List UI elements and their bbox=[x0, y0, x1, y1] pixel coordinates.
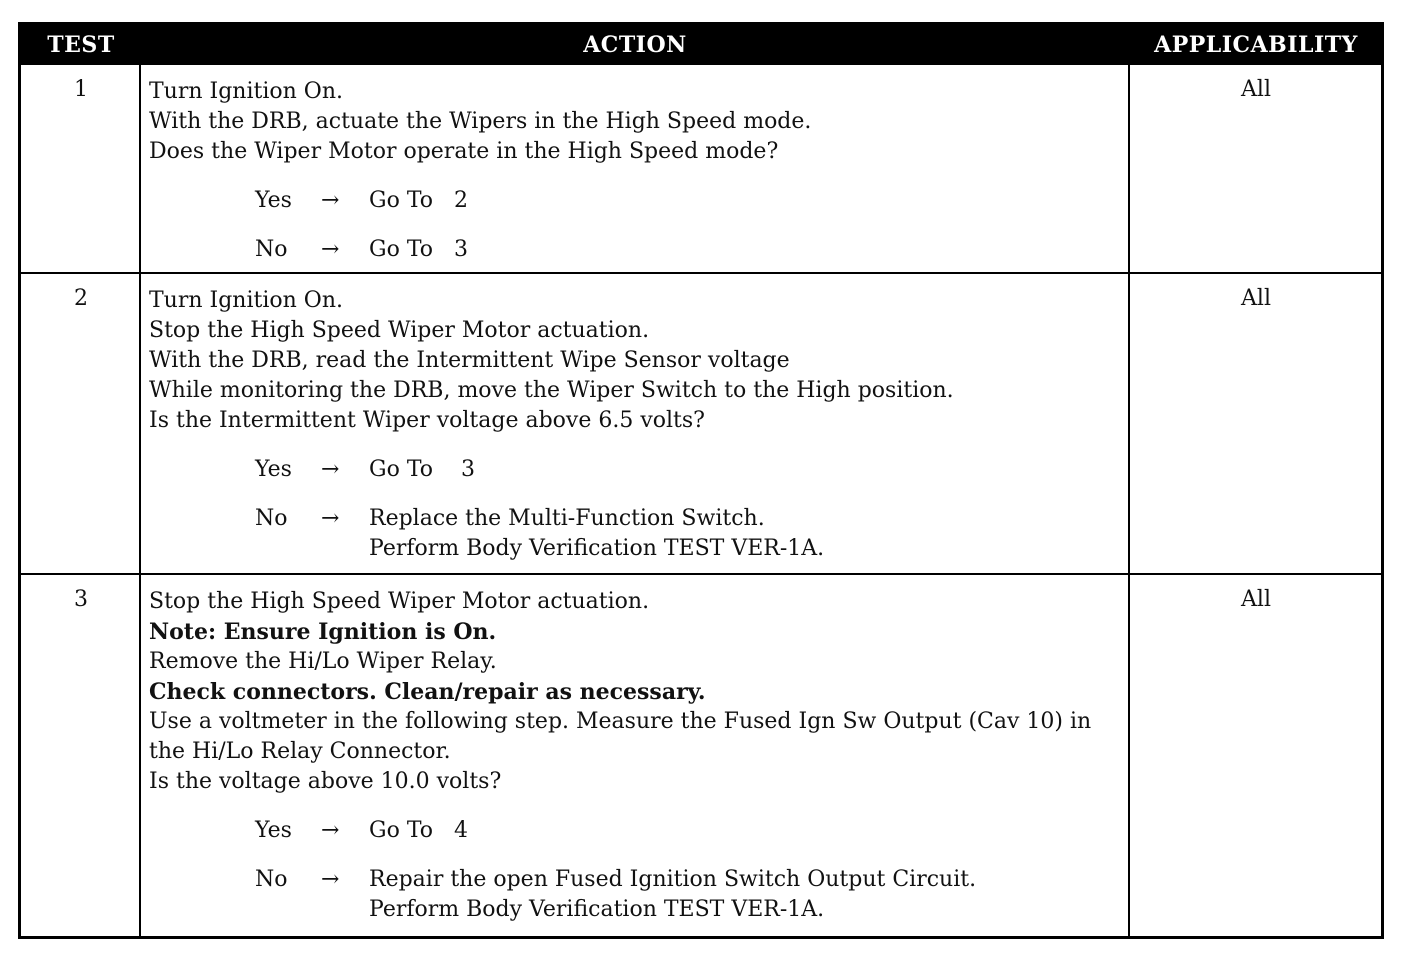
no-result: Go To 3 bbox=[369, 237, 468, 262]
applicability-cell: All bbox=[1241, 286, 1271, 311]
no-result: Repair the open Fused Ignition Switch Output Circuit. bbox=[369, 867, 977, 892]
yes-branch bbox=[149, 455, 1131, 485]
arrow-icon: → bbox=[321, 237, 340, 262]
action-line: Stop the High Speed Wiper Motor actuation. bbox=[149, 318, 650, 343]
action-line: the Hi/Lo Relay Connector. bbox=[149, 739, 451, 764]
no-label: No bbox=[255, 237, 288, 262]
no-result-followup: Perform Body Verification TEST VER-1A. bbox=[369, 897, 825, 922]
header-test: TEST bbox=[47, 32, 115, 58]
yes-label: Yes bbox=[255, 818, 292, 843]
yes-branch bbox=[149, 816, 1131, 846]
action-line: Remove the Hi/Lo Wiper Relay. bbox=[149, 649, 497, 674]
no-branch bbox=[149, 235, 1131, 265]
no-label: No bbox=[255, 867, 288, 892]
test-number: 3 bbox=[74, 587, 88, 612]
no-branch-continued bbox=[149, 895, 1131, 925]
yes-branch bbox=[149, 186, 1131, 216]
test-number: 1 bbox=[74, 77, 88, 102]
diagnostic-test-table bbox=[18, 22, 1384, 939]
no-result: Replace the Multi-Function Switch. bbox=[369, 506, 765, 531]
yes-label: Yes bbox=[255, 457, 292, 482]
no-branch bbox=[149, 865, 1131, 895]
yes-result: Go To 4 bbox=[369, 818, 468, 843]
action-line: With the DRB, actuate the Wipers in the High Speed mode. bbox=[149, 109, 812, 134]
action-cell bbox=[149, 286, 1131, 564]
arrow-icon: → bbox=[321, 867, 340, 892]
table-row bbox=[21, 65, 1381, 272]
yes-result: Go To 2 bbox=[369, 188, 468, 213]
arrow-icon: → bbox=[321, 457, 340, 482]
arrow-icon: → bbox=[321, 188, 340, 213]
header-applicability: APPLICABILITY bbox=[1154, 32, 1358, 58]
note-line: Note: Ensure Ignition is On. bbox=[149, 619, 497, 645]
table-header bbox=[21, 25, 1381, 65]
test-number: 2 bbox=[74, 286, 88, 311]
action-line: Is the voltage above 10.0 volts? bbox=[149, 769, 502, 794]
table-row bbox=[21, 274, 1381, 573]
check-connectors-line: Check connectors. Clean/repair as necessary. bbox=[149, 679, 706, 705]
action-line: While monitoring the DRB, move the Wiper Switch to the High position. bbox=[149, 378, 954, 403]
action-cell bbox=[149, 587, 1131, 925]
no-result-followup: Perform Body Verification TEST VER-1A. bbox=[369, 536, 825, 561]
yes-result: Go To 3 bbox=[369, 457, 475, 482]
action-line: Is the Intermittent Wiper voltage above 6.5 volts? bbox=[149, 408, 705, 433]
action-line: Turn Ignition On. bbox=[149, 288, 343, 313]
no-label: No bbox=[255, 506, 288, 531]
action-line: Turn Ignition On. bbox=[149, 79, 343, 104]
header-action: ACTION bbox=[583, 32, 687, 58]
arrow-icon: → bbox=[321, 818, 340, 843]
no-branch-continued bbox=[149, 534, 1131, 564]
action-line: Stop the High Speed Wiper Motor actuation. bbox=[149, 589, 650, 614]
applicability-cell: All bbox=[1241, 77, 1271, 102]
arrow-icon: → bbox=[321, 506, 340, 531]
action-line: With the DRB, read the Intermittent Wipe Sensor voltage bbox=[149, 348, 790, 373]
applicability-cell: All bbox=[1241, 587, 1271, 612]
no-branch bbox=[149, 504, 1131, 534]
action-line: Does the Wiper Motor operate in the High Speed mode? bbox=[149, 139, 779, 164]
yes-label: Yes bbox=[255, 188, 292, 213]
table-row bbox=[21, 575, 1381, 937]
action-line: Use a voltmeter in the following step. Measure the Fused Ign Sw Output (Cav 10) in bbox=[149, 709, 1092, 734]
action-cell bbox=[149, 77, 1131, 265]
